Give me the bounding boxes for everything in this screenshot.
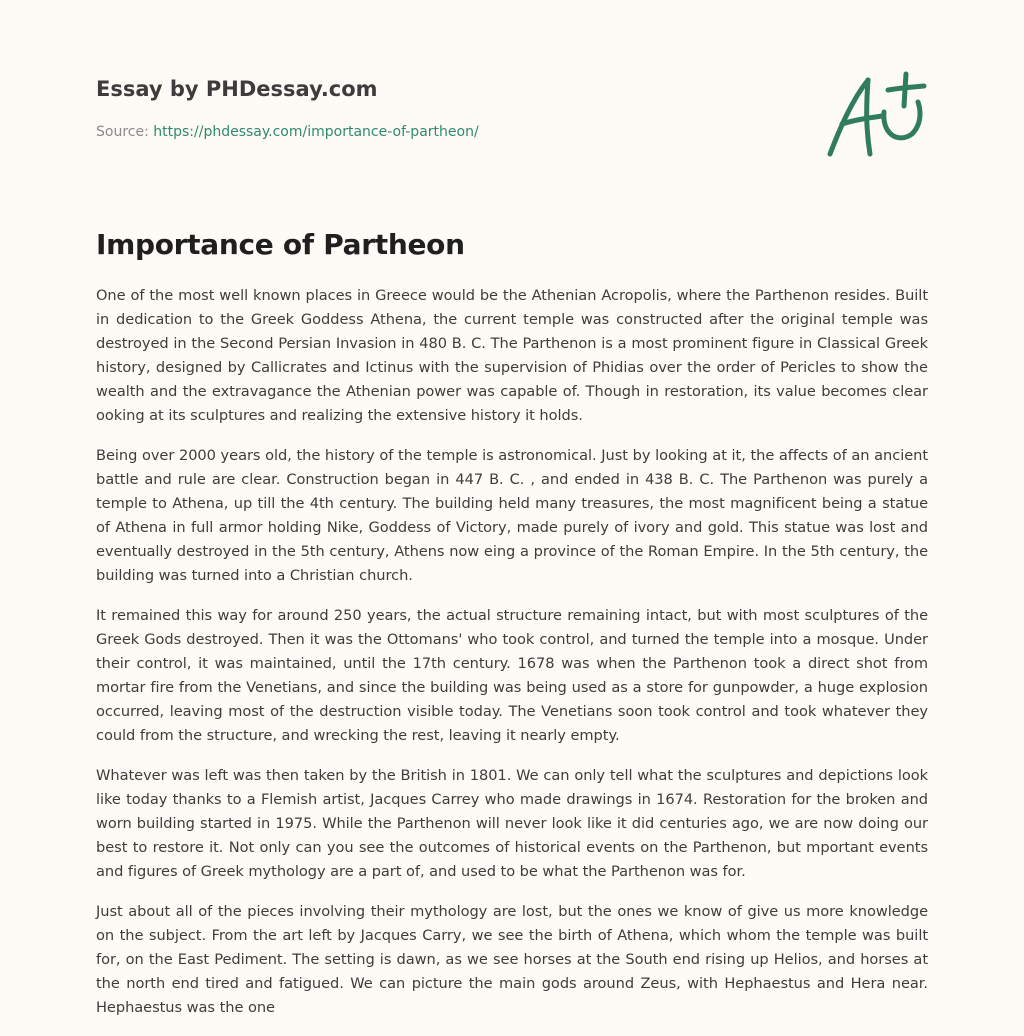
- essay-paragraph: It remained this way for around 250 years, the actual structure remaining intact, but with most sculptures of the Greek Gods destroyed. Then it was the Ottomans' who took control, and turned the temple into a mosque. Under their control, it was maintained, until the 17th century. 1678 was when the Parthenon took a direct shot from mortar fire from the Venetians, and since the building was being used as a store for gunpowder, a huge explosion occurred, leaving most of the destruction visible today. The Venetians soon took control and took whatever they could from the structure, and wrecking the rest, leaving it nearly empty.: [96, 607, 928, 744]
- source-label: Source:: [96, 124, 154, 140]
- essay-paragraph: Whatever was left was then taken by the British in 1801. We can only tell what the sculptures and depictions look like today thanks to a Flemish artist, Jacques Carrey who made drawings in 1674. Restoration for the broken and worn building started in 1975. While the Parthenon will never look like it did centuries ago, we are now doing our best to restore it. Not only can you see the outcomes of historical events on the Parthenon, but mportant events and figures of Greek mythology are a part of, and used to be what the Parthenon was for.: [96, 767, 928, 880]
- essay-paragraph: One of the most well known places in Greece would be the Athenian Acropolis, where the Parthenon resides. Built in dedication to the Greek Goddess Athena, the current temple was constructed after the original temple was destroyed in the Second Persian Invasion in 480 B. C. The Parthenon is a most prominent figure in Classical Greek history, designed by Callicrates and Ictinus with the supervision of Phidias over the order of Pericles to show the wealth and the extravagance the Athenian power was capable of. Though in restoration, its value becomes clear ooking at its sculptures and realizing the extensive history it holds.: [96, 287, 928, 424]
- essay-title: Importance of Partheon: [96, 228, 465, 261]
- essay-paragraph: Being over 2000 years old, the history of the temple is astronomical. Just by looking at it, the affects of an ancient battle and rule are clear. Construction began in 447 B. C. , and ended in 438 B. C. The Parthenon was purely a temple to Athena, up till the 4th century. The building held many treasures, the most magnificent being a statue of Athena in full armor holding Nike, Goddess of Victory, made purely of ivory and gold. This statue was lost and eventually destroyed in the 5th century, Athens now eing a province of the Roman Empire. In the 5th century, the building was turned into a Christian church.: [96, 447, 928, 584]
- page-header: [96, 74, 928, 174]
- site-brand: Essay by PHDessay.com: [96, 77, 378, 101]
- essay-paragraph: Just about all of the pieces involving their mythology are lost, but the ones we know of give us more knowledge on the subject. From the art left by Jacques Carry, we see the birth of Athena, which whom the temple was built for, on the East Pediment. The setting is dawn, as we see horses at the South end rising up Helios, and horses at the north end tired and fatigued. We can picture the main gods around Zeus, with Hephaestus and Hera near. Hephaestus was the one: [96, 903, 928, 1016]
- source-line: [96, 122, 928, 142]
- essay-body: [96, 284, 928, 1036]
- a-plus-grade-icon: [824, 68, 928, 164]
- source-link[interactable]: https://phdessay.com/importance-of-partheon/: [153, 124, 479, 140]
